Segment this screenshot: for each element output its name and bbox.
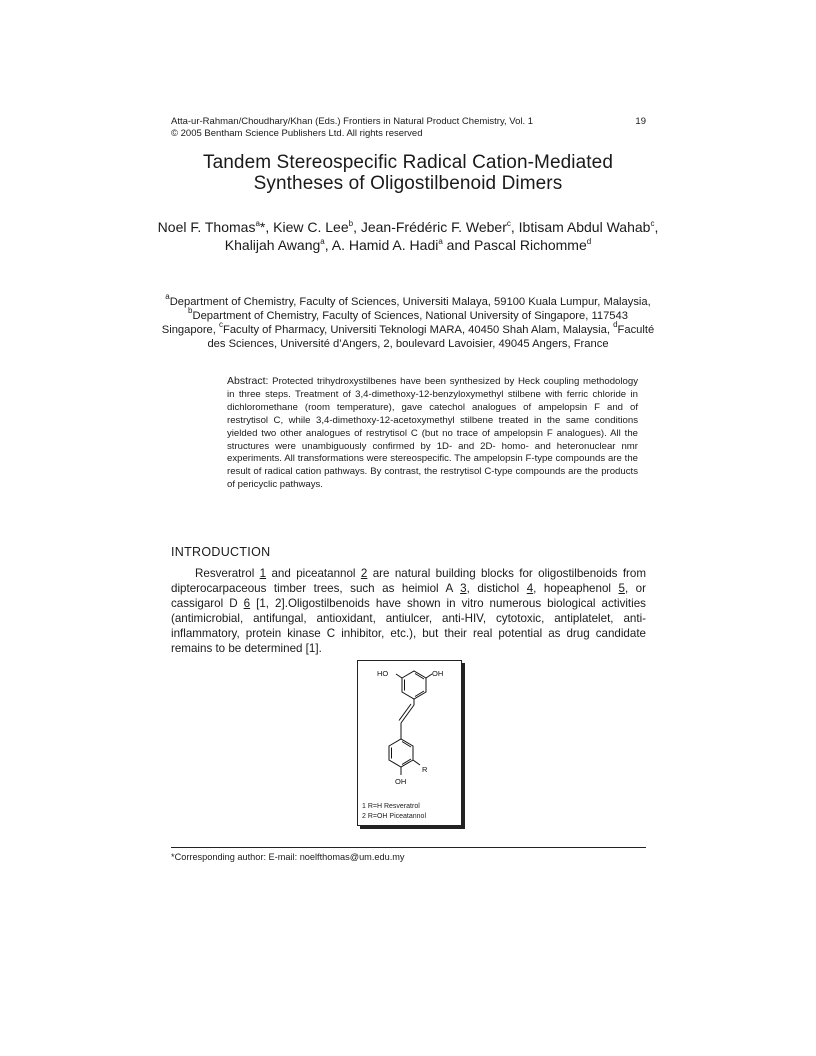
author-list: Noel F. Thomas$^a$*, Kiew C. Lee$^b$, Jean-Frédéric F. Weber$^c$, Ibtisam Abdul Wahab$^c$, Khalijah Awang$^a$, A. Hamid A. Hadi$^a$ and Pascal Richomme$^d$ xyxy=(157,219,659,253)
compound-ref: 6 xyxy=(243,597,251,610)
author-name: Khalijah Awang xyxy=(224,237,321,253)
top-benzene-ring xyxy=(402,671,426,699)
abstract-label: Abstract: xyxy=(227,375,269,387)
title-line-1: Tandem Stereospecific Radical Cation-Mediated xyxy=(202,152,614,173)
abstract-text: Protected trihydroxystilbenes have been synthesized by Heck coupling methodology in three steps. Treatment of 3,4-dimethoxy-12-benzyloxymethyl stilbene with ferric chloride in dichloromethane (room temperature), gave catechol analogues of ampelopsin F and of restrytisol C, while 3,4-dimethoxy-12-acetoxymethyl stilbene treated in the same conditions yielded two other analogues of restrytisol C (but no trace of ampelopsin F analogues). All the structures were unambiguously confirmed by 1D- and 2D- homo- and heteronuclear nmr experiments. All transformations were stereospecific. The ampelopsin F-type compounds are the result of radical cation pathways. By contrast, the restrytisol C-type compounds are the products of pericyclic pathways. xyxy=(227,376,638,491)
affil-mark: c xyxy=(219,320,223,329)
compound-ref: 1 xyxy=(259,567,267,580)
oh-top-label: OH xyxy=(432,669,444,678)
bottom-benzene-ring xyxy=(389,739,413,767)
structure-figure xyxy=(357,660,462,826)
affiliation-c: Faculty of Pharmacy, Universiti Teknologi MARA, 40450 Shah Alam, Malaysia, xyxy=(223,324,610,336)
figure-caption-line: 2 R=OH Piceatannol xyxy=(362,813,427,820)
page-number: 19 xyxy=(635,116,646,127)
intro-text: , or cassigarol D xyxy=(171,582,646,610)
author-affil-mark: b xyxy=(348,219,354,228)
author-name: Pascal Richomme xyxy=(473,237,587,253)
stilbene-structure-diagram xyxy=(358,661,461,825)
author-affil-mark: c xyxy=(506,219,511,228)
compound-ref: 5 xyxy=(618,582,625,595)
author-name: Ibtisam Abdul Wahab xyxy=(518,219,651,235)
affiliation-d: Faculté des Sciences, Université d’Angers, 2, boulevard Lavoisier, 49045 Angers, France xyxy=(207,324,655,350)
author-name: Noel F. Thomas xyxy=(157,219,256,235)
oh-bottom-label: OH xyxy=(395,777,407,786)
affiliation-a: Department of Chemistry, Faculty of Sciences, Universiti Malaya, 59100 Kuala Lumpur, Malaysia, xyxy=(169,296,651,308)
intro-text: , hopeaphenol xyxy=(533,582,619,595)
affil-mark: a xyxy=(165,292,170,301)
compound-ref: 3 xyxy=(460,582,467,595)
author-name: Kiew C. Lee xyxy=(273,219,349,235)
intro-text: Resveratrol xyxy=(195,567,260,580)
author-affil-mark: a xyxy=(438,237,443,246)
copyright-line: © 2005 Bentham Science Publishers Ltd. All rights reserved xyxy=(171,128,423,139)
intro-text: and piceatannol xyxy=(266,567,361,580)
compound-ref: 2 xyxy=(360,567,368,580)
running-header: Atta-ur-Rahman/Choudhary/Khan (Eds.) Frontiers in Natural Product Chemistry, Vol. 1 xyxy=(171,116,534,127)
footnote: *Corresponding author: E-mail: noelfthomas@um.edu.my xyxy=(171,852,405,862)
author-name: Jean-Frédéric F. Weber xyxy=(360,219,507,235)
intro-text: [1, 2].Oligostilbenoids have shown in vitro numerous biological activities (antimicrobial, antifungal, antioxidant, antiulcer, anti-HIV, cytotoxic, antiplatelet, anti-inflammatory, protein kinase C inhibitor, etc.), but their real potential as drug candidate remains to be determined [1]. xyxy=(171,597,646,655)
author-name: A. Hamid A. Hadi xyxy=(331,237,439,253)
intro-paragraph xyxy=(171,566,646,656)
author-affil-mark: d xyxy=(586,237,592,246)
paper-title xyxy=(150,152,666,194)
section-heading: INTRODUCTION xyxy=(171,545,271,559)
affil-mark: d xyxy=(613,320,618,329)
author-affil-mark: a xyxy=(320,237,325,246)
author-affil-mark: c xyxy=(650,219,655,228)
footnote-divider xyxy=(171,847,646,848)
abstract xyxy=(227,375,638,492)
title-line-2: Syntheses of Oligostilbenoid Dimers xyxy=(253,173,563,194)
r-group-label: R xyxy=(422,765,428,774)
intro-text: are natural building blocks for oligostilbenoids from dipterocarpaceous timber trees, such as heimiol A xyxy=(171,567,647,595)
affiliation-b: Department of Chemistry, Faculty of Sciences, National University of Singapore, 117543 Singapore, xyxy=(161,310,628,336)
affil-mark: b xyxy=(188,306,193,315)
compound-ref: 4 xyxy=(526,582,534,595)
figure-caption-line: 1 R=H Resveratrol xyxy=(362,803,420,810)
author-affil-mark: a xyxy=(255,219,260,228)
affiliations xyxy=(160,292,656,351)
corresponding-star: * xyxy=(259,219,266,235)
ho-label: HO xyxy=(377,669,389,678)
intro-text: , distichol xyxy=(466,582,527,595)
